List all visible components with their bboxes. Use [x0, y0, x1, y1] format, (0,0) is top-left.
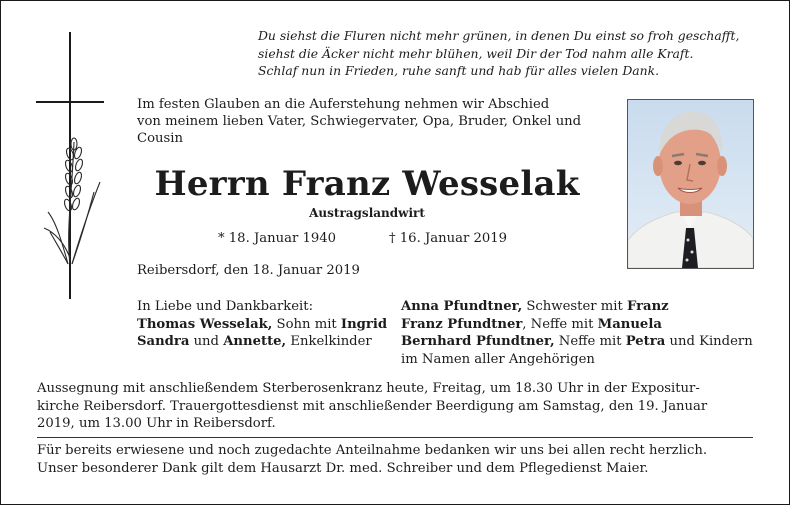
- poem-line: Du siehst die Fluren nicht mehr grünen, in denen Du einst so froh geschafft,: [258, 28, 740, 43]
- mourner-name: Thomas Wesselak,: [137, 316, 273, 332]
- thanks-line: Für bereits erwiesene und noch zugedachte Anteilnahme bedanken wir uns bei allen recht herzlich.: [37, 443, 708, 458]
- mourner-line: im Namen aller Angehörigen: [401, 351, 595, 367]
- mourners-right: [401, 298, 753, 368]
- mourner-line: [401, 316, 753, 334]
- mourner-name: Sandra: [137, 334, 190, 349]
- birth-date: * 18. Januar 1940: [218, 231, 337, 246]
- occupation: Austragslandwirt: [309, 206, 425, 220]
- mourner-relation: und Kindern: [665, 334, 753, 349]
- mourners-left: [137, 298, 387, 351]
- death-date: † 16. Januar 2019: [389, 231, 508, 246]
- thanks-text: [37, 442, 753, 477]
- poem: [258, 27, 758, 80]
- mourner-relation: und: [189, 334, 224, 349]
- portrait-photo: [627, 99, 754, 269]
- mourner-relation: , Neffe mit: [522, 316, 598, 332]
- mourner-relation: Schwester mit: [522, 299, 627, 314]
- mourner-line: [137, 333, 387, 351]
- funeral-line: Aussegnung mit anschließendem Sterberosenkranz heute, Freitag, um 18.30 Uhr in der Expositur-: [37, 381, 700, 396]
- mourner-line: [137, 316, 387, 334]
- cross-with-wheat-icon: [34, 32, 114, 302]
- mourner-name: Bernhard Pfundtner,: [401, 334, 555, 349]
- place-date: Reibersdorf, den 18. Januar 2019: [137, 263, 360, 278]
- mourner-name: Petra: [625, 334, 666, 349]
- mourner-name: Franz Pfundtner: [401, 316, 523, 332]
- mourners-heading: In Liebe und Dankbarkeit:: [137, 299, 314, 314]
- mourner-name: Franz: [626, 299, 669, 314]
- intro-text: [137, 96, 599, 148]
- intro-line: Cousin: [137, 131, 184, 147]
- mourner-relation: Enkelkinder: [286, 334, 372, 349]
- thanks-line: Unser besonderer Dank gilt dem Hausarzt Dr. med. Schreiber und dem Pflegedienst Maier.: [37, 460, 649, 476]
- intro-line: von meinem lieben Vater, Schwiegervater, Opa, Bruder, Onkel und: [137, 114, 582, 130]
- mourner-name: Manuela: [597, 316, 662, 332]
- divider: [37, 437, 753, 438]
- poem-line: Schlaf nun in Frieden, ruhe sanft und hab für alles vielen Dank.: [258, 63, 660, 78]
- funeral-line: 2019, um 13.00 Uhr in Reibersdorf.: [37, 416, 276, 431]
- funeral-info: [37, 380, 753, 433]
- poem-line: siehst die Äcker nicht mehr blühen, weil Dir der Tod nahm alle Kraft.: [258, 45, 694, 61]
- mourner-line: [401, 298, 753, 316]
- funeral-line: kirche Reibersdorf. Trauergottesdienst mit anschließender Beerdigung am Samstag, den 19. Januar: [37, 398, 708, 414]
- deceased-name: Herrn Franz Wesselak: [154, 164, 580, 204]
- mourner-relation: Sohn mit: [272, 316, 341, 332]
- mourner-name: Anna Pfundtner,: [401, 299, 523, 314]
- mourner-name: Ingrid: [340, 316, 388, 332]
- mourner-relation: Neffe mit: [554, 334, 626, 349]
- intro-line: Im festen Glauben an die Auferstehung nehmen wir Abschied: [137, 97, 550, 112]
- mourner-line: [401, 333, 753, 351]
- mourner-name: Annette,: [223, 334, 287, 349]
